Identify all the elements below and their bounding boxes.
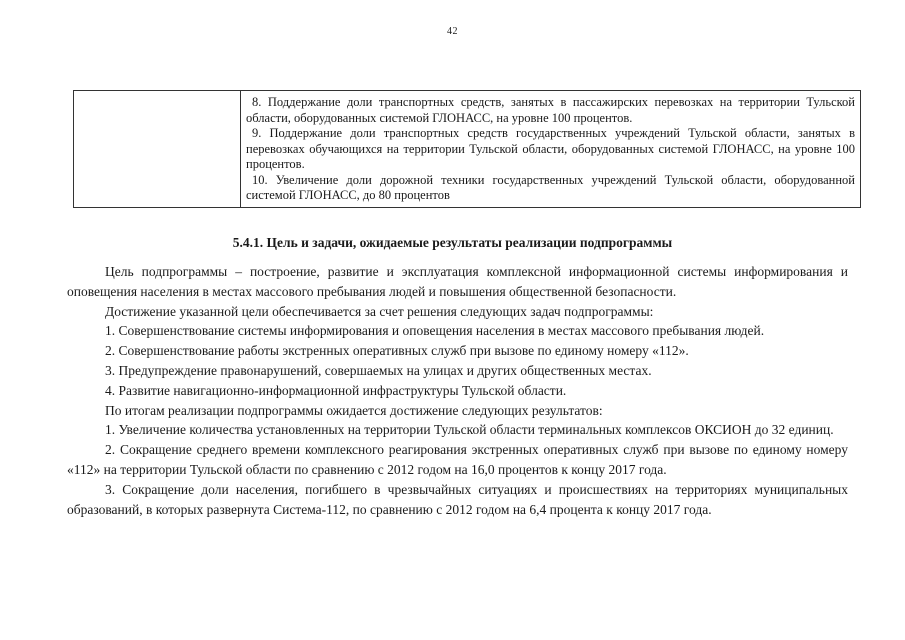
table-item-8: 8. Поддержание доли транспортных средств, занятых в пассажирских перевозках на территории Тульской области, оборудованных системой ГЛОНАСС, на уровне 100 процентов. xyxy=(246,95,855,125)
page-number: 42 xyxy=(447,26,458,37)
table-content-cell xyxy=(241,91,861,208)
paragraph-goal: Цель подпрограммы – построение, развитие и эксплуатация комплексной информационной системы информирования и оповещения населения в местах массового пребывания людей и повышения общественной безопасности. xyxy=(67,264,848,299)
paragraph-task-4: 4. Развитие навигационно-информационной инфраструктуры Тульской области. xyxy=(105,382,567,398)
paragraph-task-2: 2. Совершенствование работы экстренных оперативных служб при вызове по единому номеру «112». xyxy=(105,343,689,359)
table-item-10: 10. Увеличение доли дорожной техники государственных учреждений Тульской области, оборудованной системой ГЛОНАСС, до 80 процентов xyxy=(246,172,855,202)
paragraph-result-3: 3. Сокращение доли населения, погибшего в чрезвычайных ситуациях и происшествиях на территориях муниципальных образований, в которых развернута Система-112, по сравнению с 2012 годом на 6,4 процента к концу 2017 года. xyxy=(67,481,848,517)
table-item-9: 9. Поддержание доли транспортных средств государственных учреждений Тульской области, занятых в перевозках обучающихся на территории Тульской области, оборудованных системой ГЛОНАСС, на уровне 100 процентов. xyxy=(246,126,855,171)
paragraph-results-intro: По итогам реализации подпрограммы ожидается достижение следующих результатов: xyxy=(105,402,603,418)
paragraph-task-1: 1. Совершенствование системы информирования и оповещения населения в местах массового пребывания людей. xyxy=(105,323,765,339)
table-row xyxy=(74,91,861,208)
body-text xyxy=(67,262,848,519)
paragraph-result-1: 1. Увеличение количества установленных на территории Тульской области терминальных комплексов ОКСИОН до 32 единиц. xyxy=(105,422,834,438)
table-empty-cell xyxy=(74,91,241,208)
goals-table xyxy=(73,90,861,208)
paragraph-task-3: 3. Предупреждение правонарушений, совершаемых на улицах и других общественных местах. xyxy=(105,362,652,378)
paragraph-result-2: 2. Сокращение среднего времени комплексного реагирования экстренных оперативных служб при вызове по единому номеру «112» на территории Тульской области по сравнению с 2012 годом на 16,0 процентов к концу 2017 года. xyxy=(67,442,848,477)
paragraph-tasks-intro: Достижение указанной цели обеспечивается за счет решения следующих задач подпрограммы: xyxy=(105,303,654,319)
section-heading: 5.4.1. Цель и задачи, ожидаемые результаты реализации подпрограммы xyxy=(232,235,673,250)
